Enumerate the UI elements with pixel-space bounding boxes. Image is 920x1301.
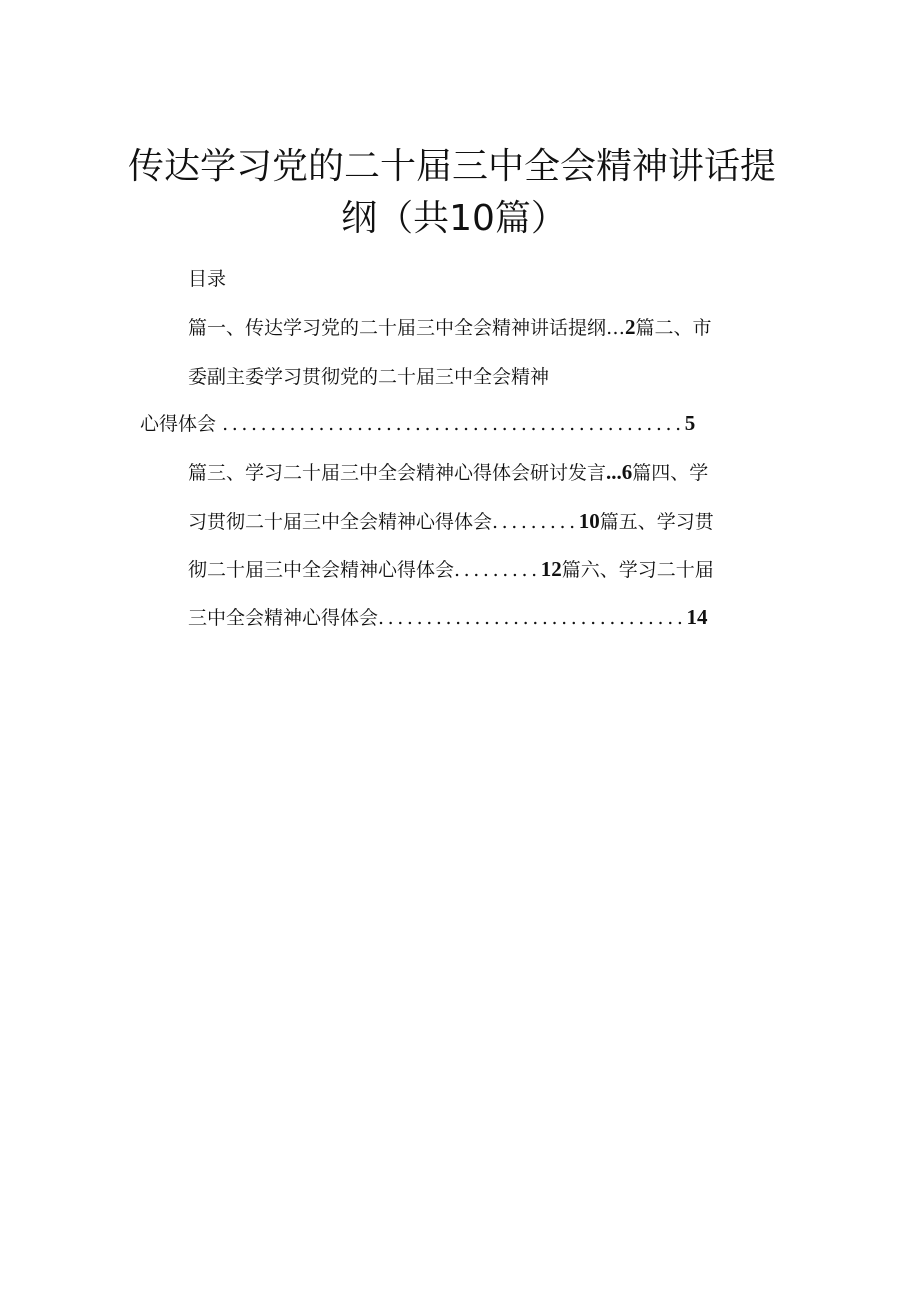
toc-entry-3-page: ...6 [606,460,633,484]
toc-entry-2-page: 5 [684,411,696,435]
toc-line-2 [188,364,549,390]
toc-line-6 [188,556,714,583]
toc-entry-1-title[interactable]: 篇一、传达学习党的二十届三中全会精神讲话提纲… [188,317,626,339]
toc-entry-6-title-cont[interactable]: 三中全会精神心得体会 [188,607,379,629]
toc-leader-dots: ................................ [378,607,687,629]
toc-heading: 目录 [188,268,227,290]
toc-entry-4-title-start[interactable]: 篇四、学 [632,462,709,484]
toc-entry-4-title-cont[interactable]: 习贯彻二十届三中全会精神心得体会 [188,511,493,533]
toc-entry-2-title-start[interactable]: 篇二、市 [635,317,712,339]
toc-leader-dots: ......... [492,511,579,533]
toc-line-5 [188,508,714,535]
toc-entry-2-title-cont[interactable]: 委副主委学习贯彻党的二十届三中全会精神 [188,366,550,388]
toc-entry-5-page: 12 [540,557,562,581]
toc-leader-dots: ................................................ [222,413,685,435]
toc-entry-6-page: 14 [686,605,708,629]
toc-entry-4-page: 10 [578,509,600,533]
toc-entry-3-title[interactable]: 篇三、学习二十届三中全会精神心得体会研讨发言 [188,462,607,484]
toc-line-3 [140,410,695,437]
toc-entry-1-page: 2 [625,315,636,339]
toc-entry-5-title-cont[interactable]: 彻二十届三中全会精神心得体会 [188,559,455,581]
toc-leader-dots: ......... [454,559,541,581]
toc-line-4 [188,459,708,486]
toc-entry-2-title-end[interactable]: 心得体会 [140,413,217,435]
toc-entry-5-title-start[interactable]: 篇五、学习贯 [599,511,714,533]
toc-line-7 [188,604,707,631]
document-title-line-1: 传达学习党的二十届三中全会精神讲话提 [127,146,776,187]
document-title-line-2: 纲（共10篇） [341,198,567,239]
toc-entry-6-title-start[interactable]: 篇六、学习二十届 [561,559,714,581]
toc-line-1 [188,314,712,341]
